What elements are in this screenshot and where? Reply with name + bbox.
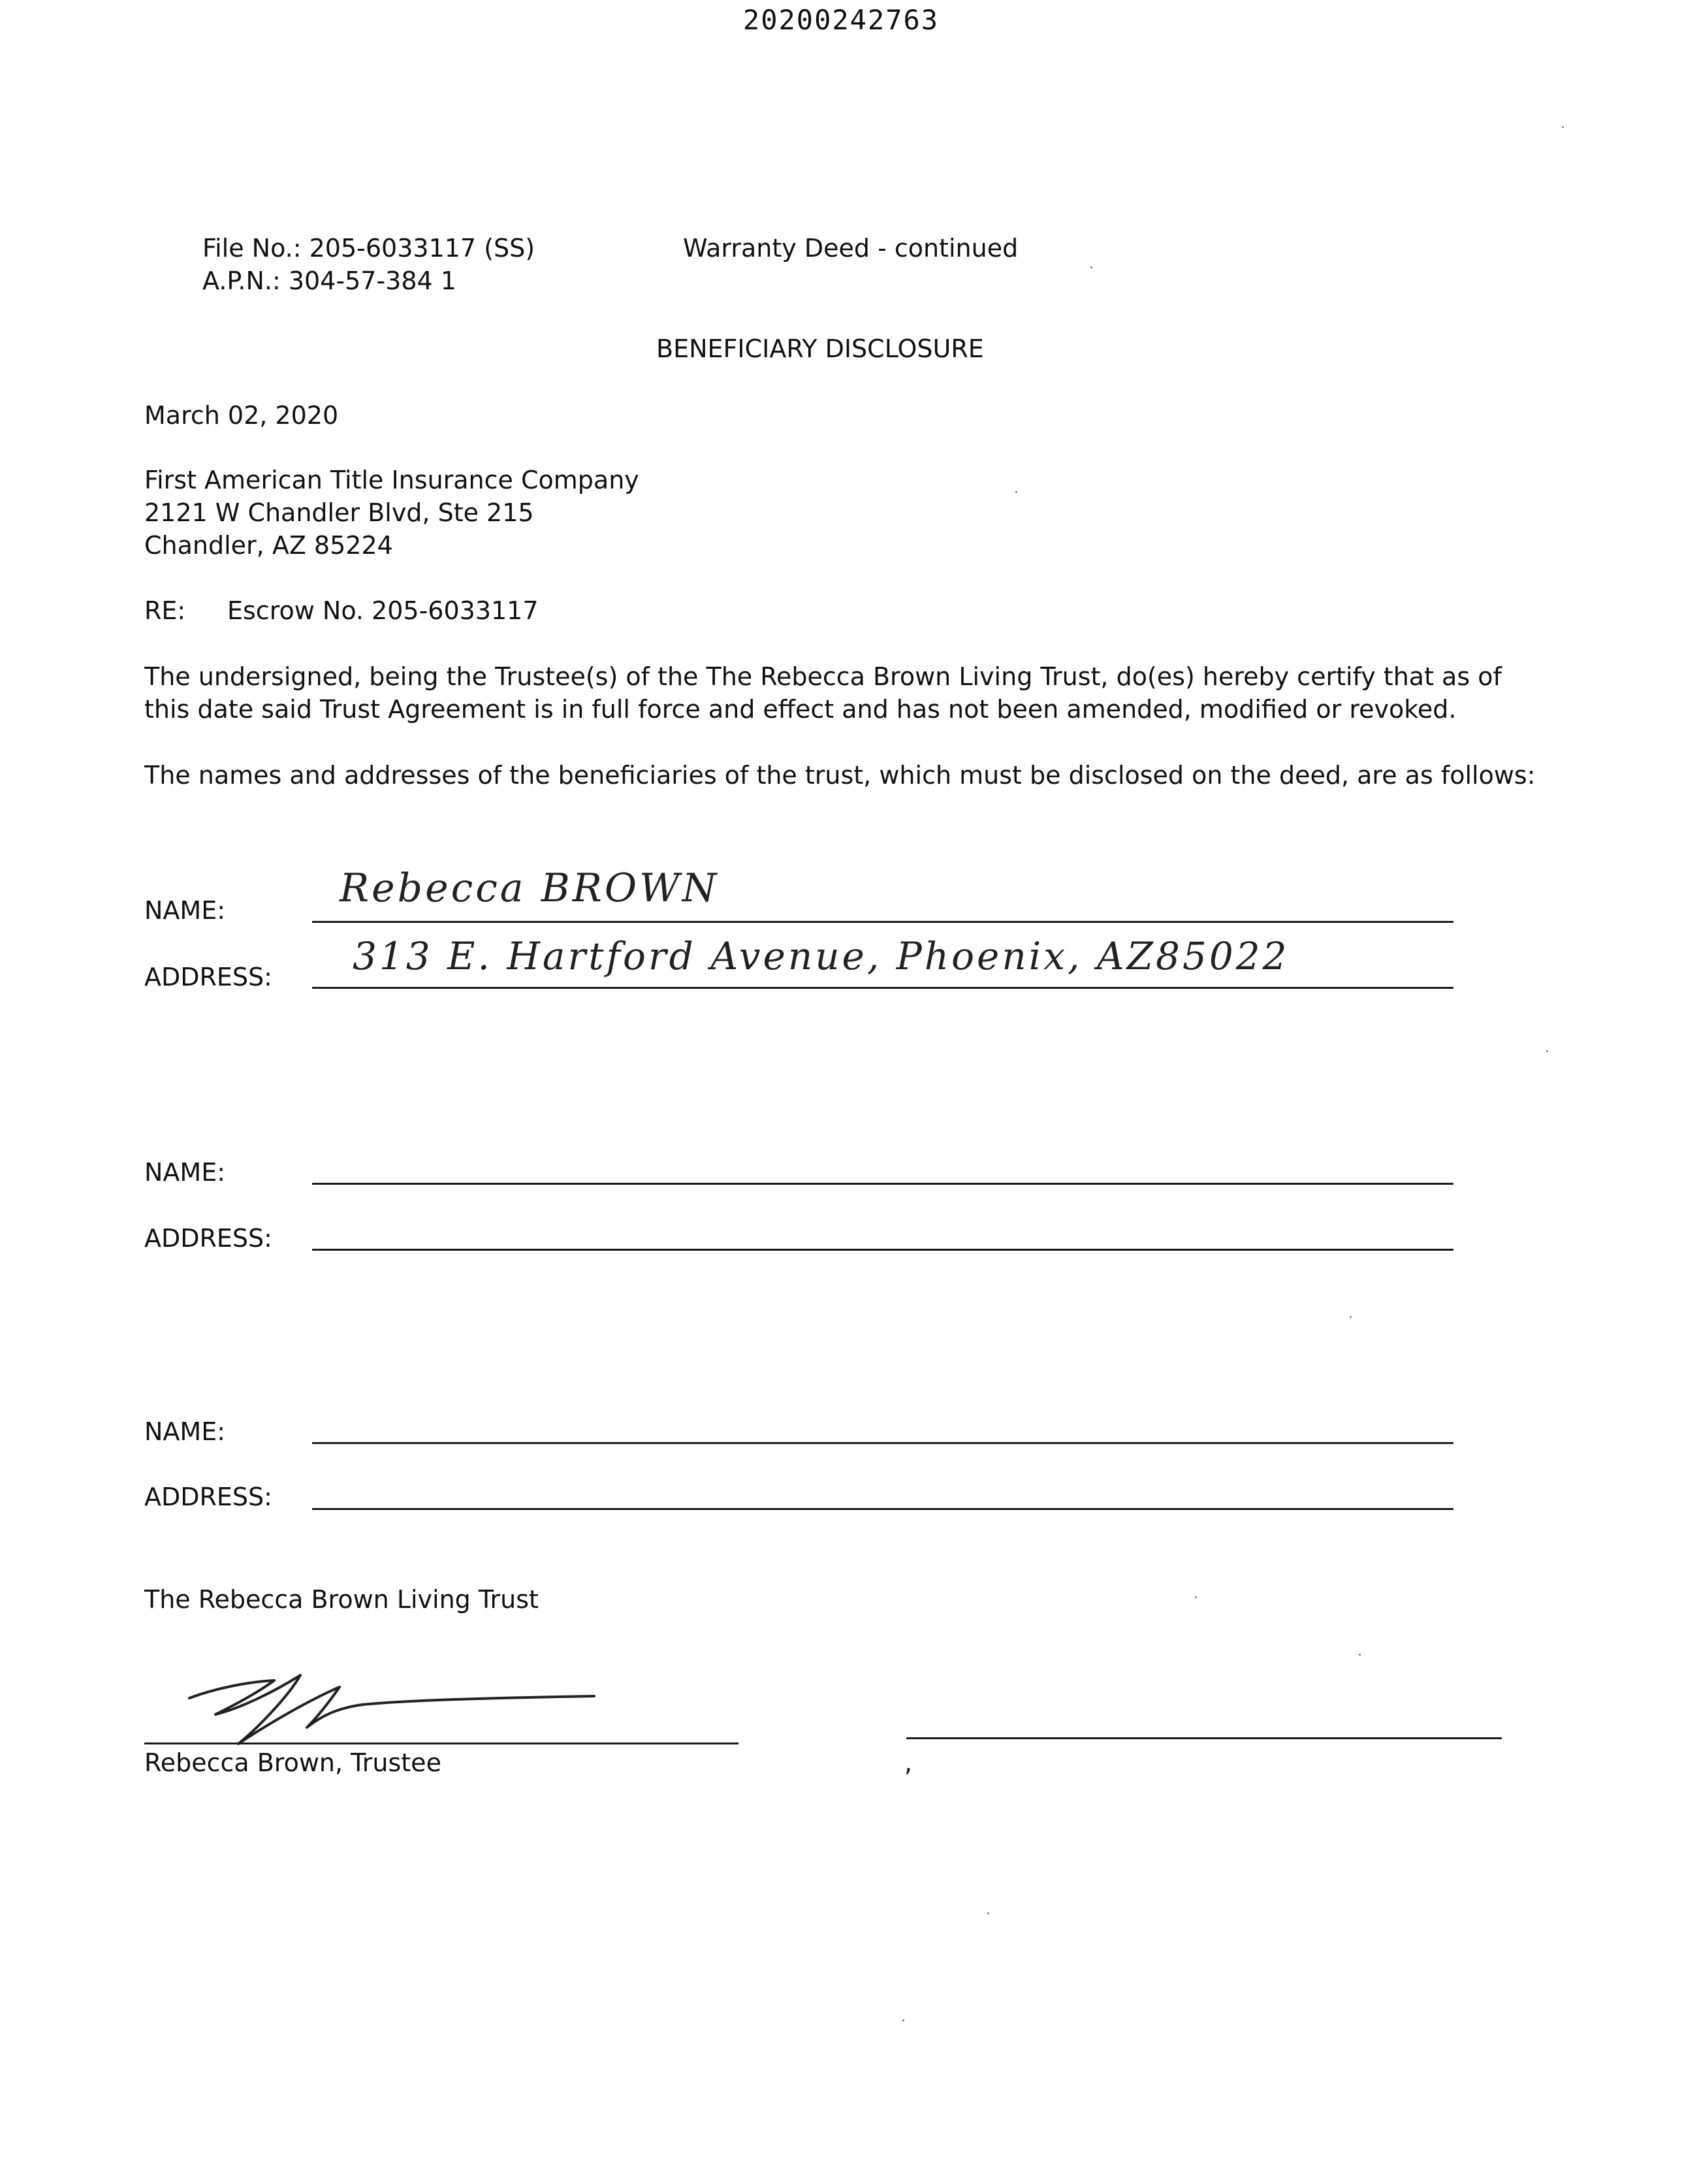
beneficiary-3-name-label: NAME: xyxy=(144,1417,226,1446)
second-signature-label: , xyxy=(904,1748,913,1777)
beneficiary-1-name-line xyxy=(312,921,1453,923)
beneficiary-1-address: 313 E. Hartford Avenue, Phoenix, AZ85022 xyxy=(353,934,1290,978)
scan-speck xyxy=(1546,1050,1548,1052)
beneficiary-1-address-line xyxy=(312,987,1453,989)
disclosure-statement: The names and addresses of the beneficiaries of the trust, which must be disclosed on the deed, are as follows: xyxy=(144,761,1536,790)
trustee-signature-line xyxy=(144,1742,738,1744)
beneficiary-3-address-label: ADDRESS: xyxy=(144,1483,272,1511)
scan-speck xyxy=(1090,266,1092,268)
beneficiary-2-name-line xyxy=(312,1183,1453,1185)
scan-speck xyxy=(1562,126,1564,128)
beneficiary-2-address-label: ADDRESS: xyxy=(144,1224,272,1253)
recording-number: 20200242763 xyxy=(742,4,940,36)
second-signature-line xyxy=(906,1737,1502,1739)
re-label: RE: xyxy=(144,596,186,625)
letter-date: March 02, 2020 xyxy=(144,401,339,430)
file-number: File No.: 205-6033117 (SS) xyxy=(202,234,535,263)
trustee-label: Rebecca Brown, Trustee xyxy=(144,1748,441,1777)
addressee-company: First American Title Insurance Company xyxy=(144,466,639,494)
document-title: Warranty Deed - continued xyxy=(683,234,1019,263)
section-title: BENEFICIARY DISCLOSURE xyxy=(656,334,984,363)
beneficiary-1-address-label: ADDRESS: xyxy=(144,963,272,991)
beneficiary-2-address-line xyxy=(312,1249,1453,1251)
certification-line-1: The undersigned, being the Trustee(s) of the The Rebecca Brown Living Trust, do(es) hereby certify that as of xyxy=(144,662,1502,691)
scan-speck xyxy=(1195,1596,1197,1598)
scan-speck xyxy=(1350,1316,1352,1318)
escrow-reference: Escrow No. 205-6033117 xyxy=(227,596,539,625)
certification-line-2: this date said Trust Agreement is in full force and effect and has not been amended, modified or revoked. xyxy=(144,695,1457,724)
addressee-street: 2121 W Chandler Blvd, Ste 215 xyxy=(144,498,534,527)
trustee-signature xyxy=(176,1662,620,1754)
beneficiary-3-address-line xyxy=(312,1508,1453,1510)
beneficiary-3-name-line xyxy=(312,1442,1453,1444)
beneficiary-1-name: Rebecca BROWN xyxy=(340,865,720,911)
apn-number: A.P.N.: 304-57-384 1 xyxy=(202,266,456,295)
beneficiary-1-name-label: NAME: xyxy=(144,896,226,925)
scan-speck xyxy=(987,1912,989,1914)
scan-speck xyxy=(1015,491,1017,493)
scan-speck xyxy=(1359,1654,1361,1656)
addressee-city: Chandler, AZ 85224 xyxy=(144,531,393,560)
trust-name: The Rebecca Brown Living Trust xyxy=(144,1585,539,1614)
scan-speck xyxy=(902,2019,904,2021)
beneficiary-2-name-label: NAME: xyxy=(144,1158,226,1187)
